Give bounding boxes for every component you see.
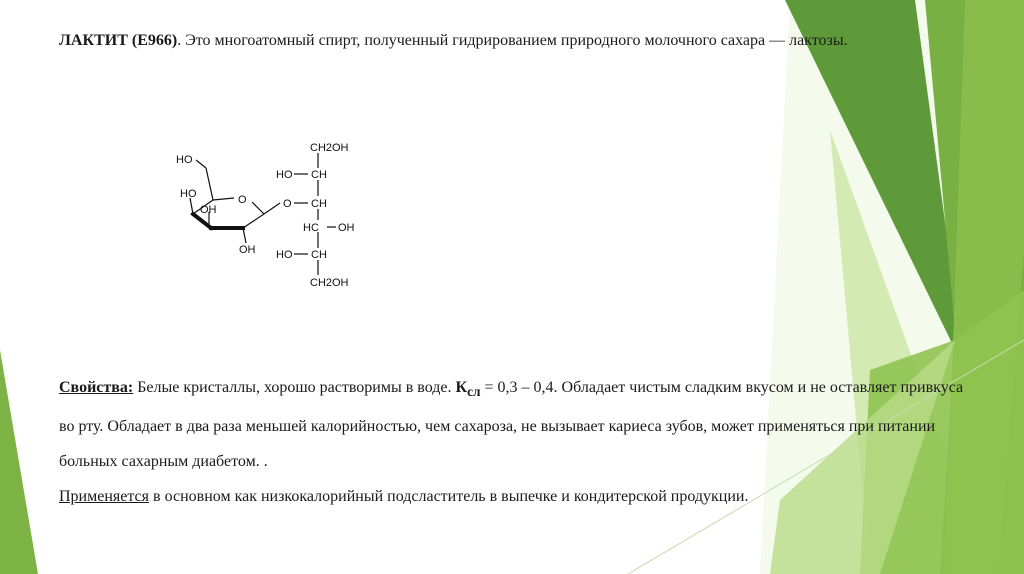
bond-ring-top-o (213, 198, 234, 200)
label-link-o: O (283, 198, 292, 210)
application-label: Применяется (59, 488, 150, 506)
label-row4-ho: HO (276, 249, 293, 261)
k-subscript: сл (467, 384, 481, 400)
label-ho-left: HO (180, 188, 197, 200)
intro-text: . Это многоатомный спирт, полученный гидрированием природного молочного сахара — лактозы. (177, 32, 848, 49)
label-ring-o: O (238, 194, 247, 206)
properties-paragraph (59, 370, 964, 514)
title-term: ЛАКТИТ (Е966) (59, 32, 178, 49)
label-row2-ch: CH (311, 198, 327, 210)
label-row1-ho: HO (276, 169, 293, 181)
properties-label: Свойства: (59, 379, 134, 396)
label-ho-top: HO (176, 154, 193, 166)
label-oh-inner: OH (200, 204, 217, 216)
bond-ring-o-right (252, 202, 264, 214)
bond-to-link-o (264, 203, 280, 214)
k-symbol (455, 379, 481, 400)
properties-text-2: = 0,3 – 0,4. Обладает чистым сладким вкусом и не оставляет привкуса во рту. Обладает в два раза меньшей калорийностью, чем сахароза, не вызывает кариеса зубов, может применяться при питании больных сахарным диабетом. . (59, 379, 964, 471)
label-row3-hc: HC (303, 222, 319, 234)
bond-ho-top (196, 160, 206, 168)
bond-oh-bottom (243, 228, 246, 243)
label-oh-bottom: OH (239, 244, 256, 256)
label-row1-ch: CH (311, 169, 327, 181)
label-ch2oh-bottom: CH2OH (310, 277, 349, 289)
bond-ch2oh-up (206, 168, 213, 200)
properties-text-1: Белые кристаллы, хорошо растворимы в воде. (133, 379, 456, 396)
application-text: в основном как низкокалорийный подсластитель в выпечке и кондитерской продукции. (149, 488, 749, 506)
bond-ring-bottom-right (243, 214, 264, 228)
label-row3-oh: OH (338, 222, 355, 234)
bond-ring-bottom-left (193, 214, 211, 228)
k-letter: К (455, 379, 468, 396)
label-row4-ch: CH (311, 249, 327, 261)
label-ch2oh-top: CH2OH (310, 142, 349, 154)
